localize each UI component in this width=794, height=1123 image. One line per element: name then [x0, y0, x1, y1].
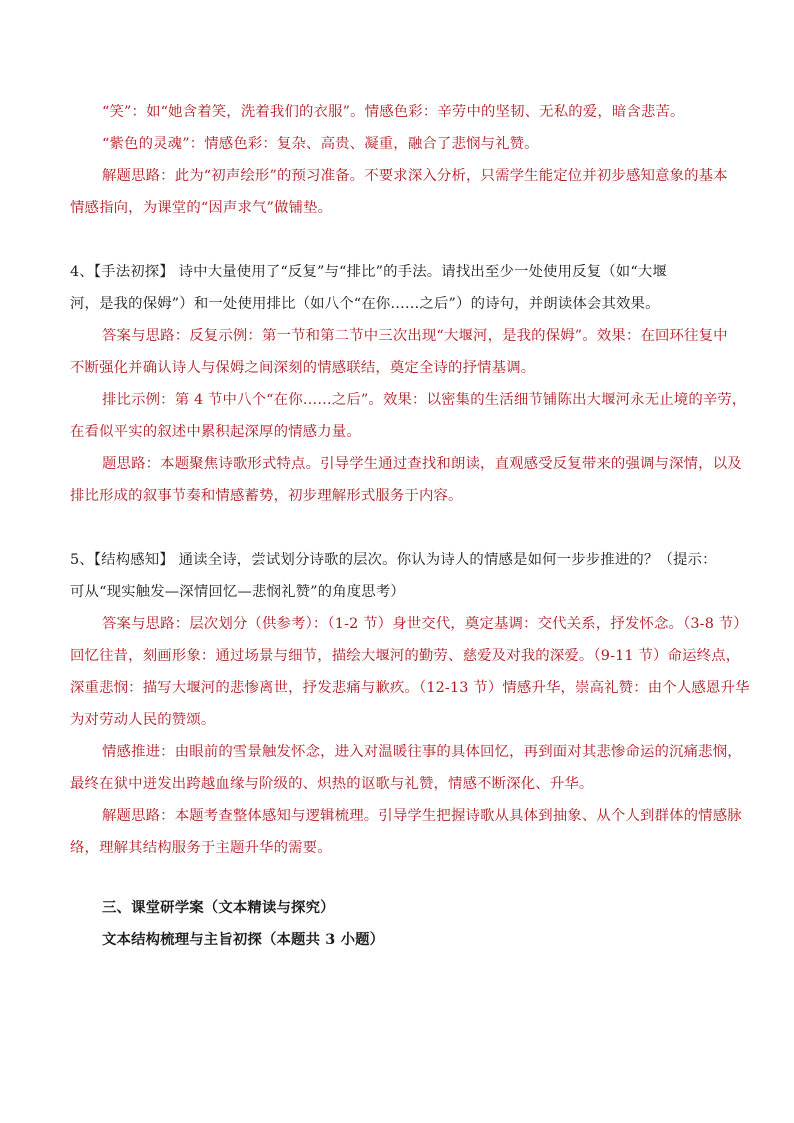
- answer-5-line: 为对劳动人民的赞颂。: [70, 712, 216, 728]
- question-5-line: 可从“现实触发—深情回忆—悲悯礼赞”的角度思考）: [70, 584, 405, 600]
- solution-5-line: 解题思路：本题考查整体感知与逻辑梳理。引导学生把握诗歌从具体到抽象、从个人到群体的情感脉: [102, 808, 742, 824]
- question-5-line: 5、【结构感知】 通读全诗，尝试划分诗歌的层次。你认为诗人的情感是如何一步步推进的？（提示：: [70, 552, 717, 568]
- subsection-heading: 文本结构梳理与主旨初探（本题共 3 小题）: [102, 931, 385, 948]
- solution-line: 情感指向，为课堂的“因声求气”做铺垫。: [70, 200, 333, 216]
- answer-4-parallelism-line: 在看似平实的叙述中累积起深厚的情感力量。: [70, 424, 361, 440]
- answer-line-zise: “紫色的灵魂”：情感色彩：复杂、高贵、凝重，融合了悲悯与礼赞。: [102, 136, 539, 152]
- answer-4-line: 答案与思路：反复示例：第一节和第二节中三次出现“大堰河，是我的保姆”。效果：在回环往复中: [102, 328, 728, 344]
- solution-5-line: 络，理解其结构服务于主题升华的需要。: [70, 840, 332, 856]
- answer-4-line: 不断强化并确认诗人与保姆之间深刻的情感联结，奠定全诗的抒情基调。: [70, 360, 536, 376]
- solution-4-line: 排比形成的叙事节奏和情感蓄势，初步理解形式服务于内容。: [70, 488, 463, 504]
- answer-line-xiao: “笑”：如“她含着笑，洗着我们的衣服”。情感色彩：辛劳中的坚韧、无私的爱，暗含悲苦。: [102, 104, 685, 120]
- section-heading: 三、课堂研学案（文本精读与探究）: [102, 899, 335, 916]
- answer-5-line: 回忆往昔，刻画形象：通过场景与细节，描绘大堰河的勤劳、慈爱及对我的深爱。（9-11 节）命运终点，: [70, 648, 741, 664]
- emotion-progression-line: 最终在狱中迸发出跨越血缘与阶级的、炽热的讴歌与礼赞，情感不断深化、升华。: [70, 776, 594, 792]
- answer-5-line: 深重悲悯：描写大堰河的悲惨离世，抒发悲痛与歉疚。（12-13 节）情感升华，崇高礼赞：由个人感恩升华: [70, 680, 750, 696]
- answer-5-line: 答案与思路：层次划分（供参考）：（1-2 节）身世交代，奠定基调：交代关系，抒发怀念。（3-8 节）: [102, 616, 748, 632]
- solution-4-line: 题思路：本题聚焦诗歌形式特点。引导学生通过查找和朗读，直观感受反复带来的强调与深情，以及: [102, 456, 742, 472]
- emotion-progression-line: 情感推进：由眼前的雪景触发怀念，进入对温暖往事的具体回忆，再到面对其悲惨命运的沉痛悲悯，: [102, 744, 742, 760]
- answer-4-parallelism-line: 排比示例：第 4 节中八个“在你……之后”。效果：以密集的生活细节铺陈出大堰河永无止境的辛劳，: [102, 392, 747, 408]
- question-4-line: 河，是我的保姆”）和一处使用排比（如八个“在你……之后”）的诗句，并朗读体会其效果。: [70, 296, 660, 312]
- solution-line: 解题思路：此为“初声绘形”的预习准备。不要求深入分析，只需学生能定位并初步感知意象的基本: [102, 168, 728, 184]
- question-4-line: 4、【手法初探】 诗中大量使用了“反复”与“排比”的手法。请找出至少一处使用反复（如“大堰: [70, 264, 667, 280]
